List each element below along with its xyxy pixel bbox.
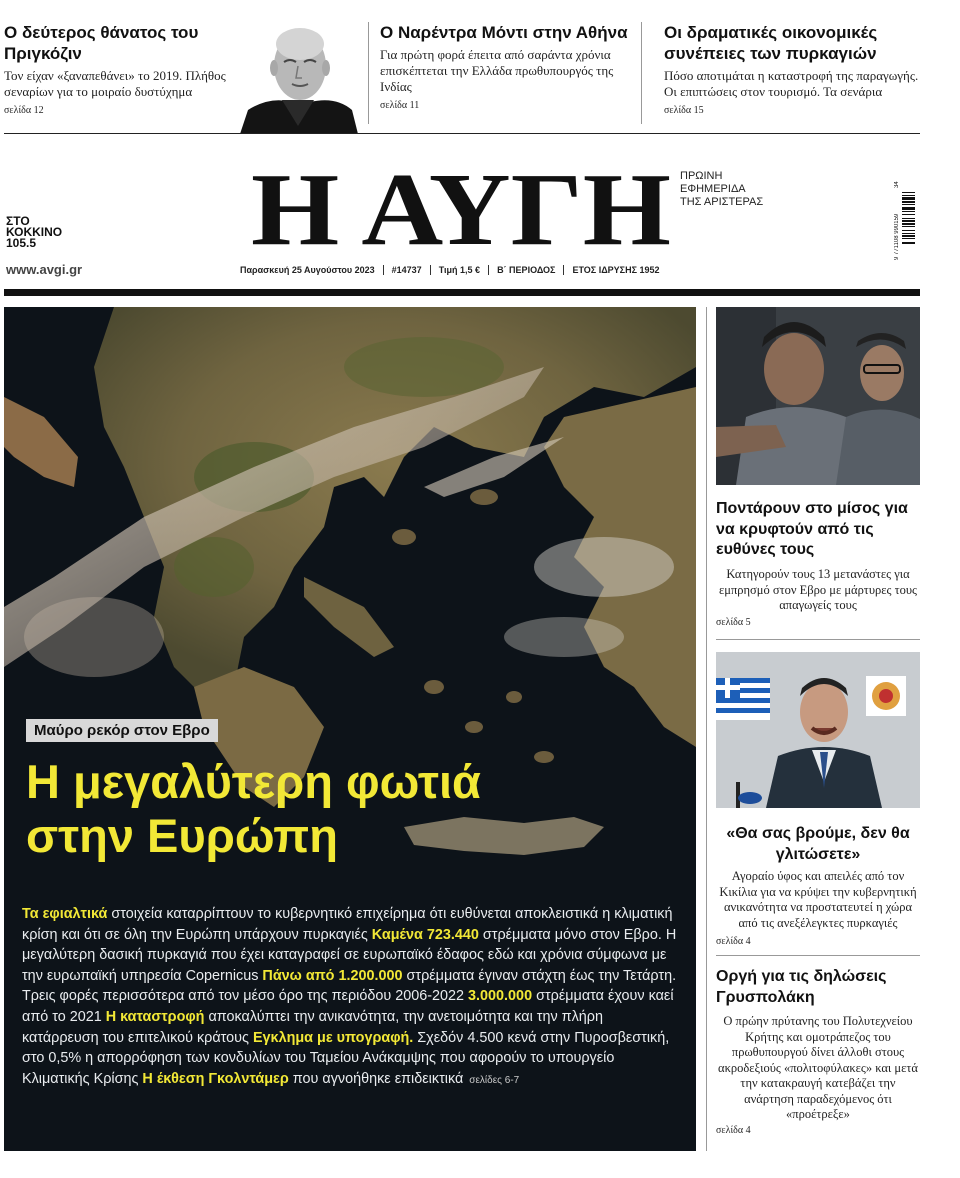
side-divider	[716, 639, 920, 640]
teaser-divider	[641, 22, 642, 124]
hero-body-highlight: Εγκλημα με υπογραφή.	[252, 1029, 414, 1046]
hero-body-highlight: Η έκθεση Γκολντάμερ	[142, 1070, 289, 1087]
issue-date: Παρασκευή 25 Αυγούστου 2023	[240, 265, 375, 275]
hero-body-run: στρέμματα έγιναν στάχτη έως την Τετάρτη. Τρεις φορές περισσότερα από τον μέσο όρο της περιόδου 2006-2022	[22, 967, 677, 1005]
barcode	[894, 176, 916, 264]
teaser-prigozhin[interactable]	[4, 22, 236, 116]
hero-body-run: που αγνοήθηκε επιδεικτικά	[288, 1070, 464, 1087]
side-story-title[interactable]: Οργή για τις δηλώσεις Γρυσπολάκη	[716, 968, 887, 1006]
teaser-text: Τον είχαν «ξαναπεθάνει» το 2019. Πλήθος σεναρίων για το μοιραίο δυστύχημα	[4, 68, 226, 99]
side-story-page: σελίδα 5	[716, 617, 751, 628]
hero-story[interactable]	[4, 307, 696, 1151]
radio-logo-line: ΚΟΚΚΙΝΟ	[6, 225, 63, 239]
prigozhin-photo	[240, 14, 358, 134]
side-divider	[716, 955, 920, 956]
issue-period: Β΄ ΠΕΡΙΟΔΟΣ	[497, 265, 556, 275]
hero-body-run: αποκαλύπτει την ανικανότητα, την ανετοιμότητα και την πλήρη κατάρρευση του επιτελικού κράτους	[22, 1008, 603, 1046]
masthead-divider	[4, 289, 920, 296]
barcode-number: 9 771108 990159	[894, 213, 900, 260]
barcode-addon: 34	[894, 181, 900, 188]
teaser-title: Οι δραματικές οικονομικές συνέπειες των πυρκαγιών	[664, 23, 878, 63]
side-story-text: Κατηγορούν τους 13 μετανάστες για εμπρησμό στον Εβρο με μάρτυρες τους απαγωγείς τους	[719, 567, 917, 612]
tagline-line: ΕΦΗΜΕΡΙΔΑ	[680, 183, 746, 195]
hero-body-run: Σχεδόν 4.500 κενά στην Πυροσβεστική, στο 0,5% η απορρόφηση των κονδυλίων του Ταμείου Ανάκαμψης που αφορούν το υπουργείο Κλιματικής Κρίσης	[22, 1029, 670, 1087]
radio-logo-line: 105.5	[6, 236, 37, 250]
website-link[interactable]: www.avgi.gr	[6, 262, 83, 277]
hero-body-highlight: Καμένα 723.440	[371, 926, 479, 943]
hero-body-run: στρέμματα έχουν καεί από το 2021	[22, 988, 674, 1025]
tagline-line: ΠΡΩΙΝΗ	[680, 170, 723, 182]
column-divider	[706, 307, 707, 1151]
radio-logo-line: ΣΤΟ	[6, 214, 30, 228]
hero-headline-line: Η μεγαλύτερη φωτιά	[26, 755, 481, 808]
side-story-text: Αγοραίο ύφος και απειλές από τον Κικίλια για να κρύψει την κυβερνητική ανικανότητα να προστατευτεί η χώρα από τις ανεξέλεγκτες πυρκαγιές	[719, 869, 917, 930]
teaser-title: Ο Ναρέντρα Μόντι στην Αθήνα	[380, 23, 628, 42]
radio-logo[interactable]	[6, 216, 62, 249]
kikilias-photo	[716, 652, 920, 808]
newspaper-logo-text: Η ΑΥΓΗ	[251, 158, 671, 258]
hero-pages: σελίδες 6-7	[469, 1074, 520, 1086]
teaser-text: Για πρώτη φορά έπειτα από σαράντα χρόνια επισκέπτεται την Ελλάδα πρωθυπουργός της Ινδίας	[380, 47, 614, 94]
hero-body-highlight: 3.000.000	[468, 988, 533, 1005]
tagline-line: ΤΗΣ ΑΡΙΣΤΕΡΑΣ	[680, 196, 764, 208]
migrants-photo	[716, 307, 920, 485]
hero-body-highlight: Η καταστροφή	[105, 1008, 205, 1025]
hero-headline[interactable]	[26, 755, 666, 863]
hero-body-text	[22, 904, 682, 1091]
hero-body-run: στοιχεία καταρρίπτουν το κυβερνητικό επιχείρημα ότι ευθύνεται αποκλειστικά η κλιματική κρίση και ότι σε όλη την Ευρώπη υπάρχουν πυρκαγιές	[22, 906, 673, 943]
issue-price: Τιμή 1,5 €	[438, 265, 481, 275]
teaser-fire-economy[interactable]	[664, 22, 926, 116]
issue-number: #14737	[391, 265, 422, 275]
teaser-modi[interactable]	[380, 22, 630, 111]
side-story-text: Ο πρώην πρύτανης του Πολυτεχνείου Κρήτης και ομοτράπεζος του πρωθυπουργού δίνει άλλοθι στους ακροδεξιούς «πολιτοφύλακες» και μετά την κατακραυγή κατεβάζει την ανάρτηση παραδεχόμενος ότι «προέτρεξε»	[718, 1014, 918, 1121]
issue-info	[240, 265, 660, 275]
top-divider	[4, 133, 920, 134]
hero-headline-line: στην Ευρώπη	[26, 809, 338, 862]
teaser-text: Πόσο αποτιμάται η καταστροφή της παραγωγής. Οι επιπτώσεις στον τουρισμό. Τα σενάρια	[664, 68, 919, 99]
teaser-page: σελίδα 11	[380, 100, 420, 111]
hero-body-run: στρέμματα μόνο στον Εβρο. Η μεγαλύτερη δασική πυρκαγιά που έχει καταγραφεί σε ευρωπαϊκό έδαφος εδώ και χρόνια σύμφωνα με την ευρωπαϊκή υπηρεσία Copernicus	[22, 926, 677, 984]
newspaper-logo	[248, 158, 674, 258]
teaser-page: σελίδα 15	[664, 105, 704, 116]
side-story-page: σελίδα 4	[716, 1125, 751, 1136]
side-story-title[interactable]: Ποντάρουν στο μίσος για να κρυφτούν από τις ευθύνες τους	[716, 500, 908, 558]
teaser-page: σελίδα 12	[4, 105, 44, 116]
teaser-title: Ο δεύτερος θάνατος του Πριγκόζιν	[4, 23, 199, 63]
hero-body-highlight: Τα εφιαλτικά	[22, 906, 108, 922]
side-story-title[interactable]: «Θα σας βρούμε, δεν θα γλιτώσετε»	[726, 825, 910, 863]
hero-body-highlight: Πάνω από 1.200.000	[262, 967, 403, 984]
issue-founded: ΕΤΟΣ ΙΔΡΥΣΗΣ 1952	[572, 265, 660, 275]
teaser-divider	[368, 22, 369, 124]
side-story-page: σελίδα 4	[716, 936, 751, 947]
hero-kicker: Μαύρο ρεκόρ στον Εβρο	[26, 719, 218, 742]
masthead-tagline	[680, 170, 763, 209]
